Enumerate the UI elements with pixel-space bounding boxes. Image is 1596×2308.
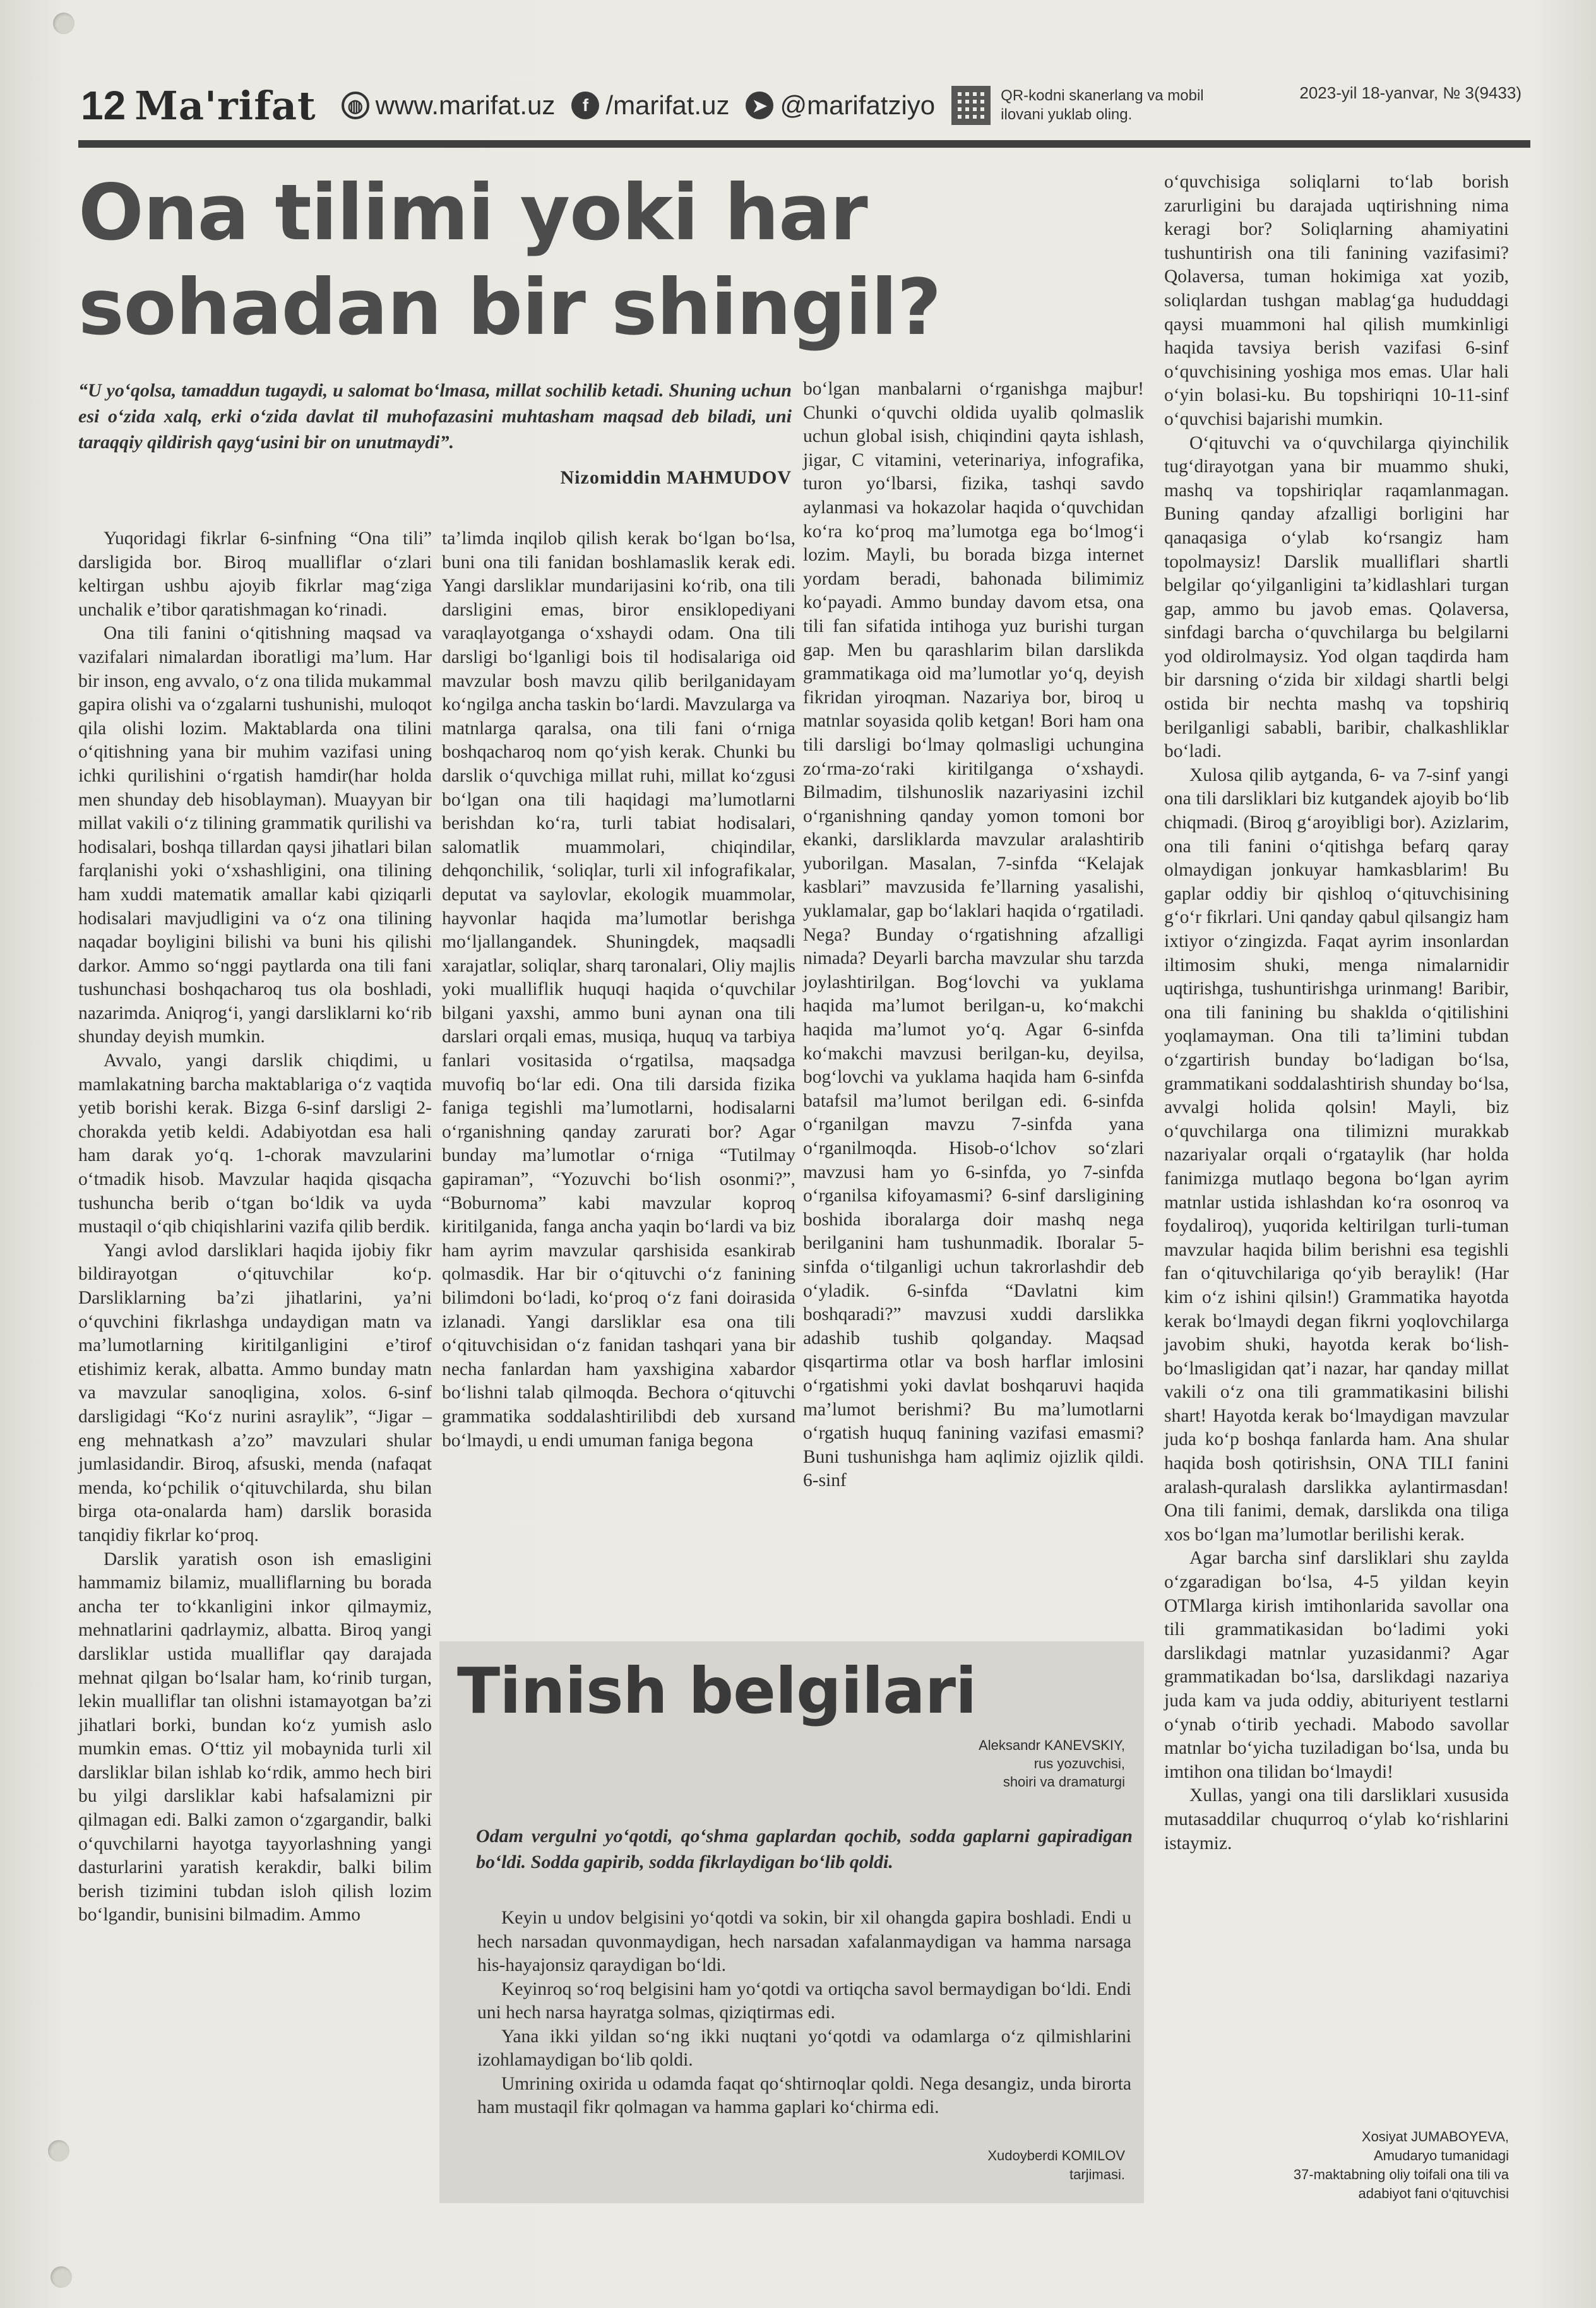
article-column-3 bbox=[803, 378, 1144, 1493]
paragraph: Agar barcha sinf darsliklari shu zaylda o‘zgaradigan bo‘lsa, 4-5 yildan keyin OTMlarga kirish imtihonlarida savollar ona tili grammatikasidan bo‘ladimi yoki darslikdagi matnlar yuzasidanmi? Agar grammatikadan bo‘lsa, darslikdagi nazariya juda kam va juda oddiy, abituriyent testlarni o‘ynab o‘tirib yechadi. Mabodo savollar matnlar bo‘yicha tuziladigan bo‘lsa, unda bu imtihon ona tilidan bo‘lmaydi! bbox=[1164, 1548, 1509, 1782]
paragraph: Yuqoridagi fikrlar 6-sinfning “Ona tili” darsligida bor. Biroq mualliflar o‘zlari keltirgan ushbu ajoyib fikrlar mag‘ziga unchalik e’tibor qaratishmagan ko‘rinadi. bbox=[78, 528, 432, 620]
inset-author-role: rus yozuvchisi, bbox=[1033, 1756, 1125, 1771]
paragraph: O‘qituvchi va o‘quvchilarga qiyinchilik tug‘dirayotgan yana bir muammo shuki, mashq va topshiriqlar raqamlanmagan. Buning qanday afzalligi borligini har qanaqasiga o‘ylab ko‘rsangiz ham topolmaysiz! Darslik mualliflari shartli belgilar qo‘yilganligini ta’kidlashlari turgan gap, ammo bu javob emas. Qolaversa, sinfdagi barcha o‘quvchilarga bu belgilarni yod oldirolmaysiz. Yod olgan taqdirda ham bir darsning o‘zida bir xildagi shartli belgi ostida bir nechta mashq va topshiriq berilganligi sababli, baribir, chalkashliklar bo‘ladi. bbox=[1164, 432, 1509, 762]
globe-icon: ◍ bbox=[342, 92, 369, 119]
facebook-text: /marifat.uz bbox=[605, 90, 730, 120]
telegram-icon: ➤ bbox=[746, 92, 773, 119]
article-column-1 bbox=[78, 527, 432, 1927]
inset-box bbox=[439, 1641, 1144, 2203]
inset-lead: Odam vergulni yo‘qotdi, qo‘shma gaplardan qochib, sodda gaplarni gapiradigan bo‘ldi. Sodda gapirib, sodda fikrlaydigan bo‘lib qoldi. bbox=[476, 1826, 1133, 1872]
telegram-text: @marifatziyo bbox=[780, 90, 936, 120]
epigraph-author: Nizomiddin MAHMUDOV bbox=[560, 467, 792, 488]
facebook-icon: f bbox=[571, 92, 599, 119]
inset-author-name: Aleksandr KANEVSKIY, bbox=[979, 1737, 1125, 1753]
paragraph: Darslik yaratish oson ish emasligini hammamiz bilamiz, mualliflarning bu borada ancha ter to‘kkanligini inkor qilmaymiz, mehnatlarini qadrlaymiz, albatta. Biroq yangi darsliklar ustida mualliflar qay darajada mehnat qilgan bo‘lsalar ham, ko‘rinib turgan, lekin mualliflar tan olishni istamayotgan ba’zi jihatlari borki, bundan ko‘z yumish aslo mumkin emas. O‘ttiz yil mobaynida turli xil darsliklar bilan ishlab ko‘rdik, ammo hech biri bu yilgi darsliklar kabi hafsalamizni pir qilmagan edi. Balki zamon o‘zgargandir, balki o‘quvchilarni hayotga tayyorlashning yangi dasturlarini yaratish kerakdir, balki bilim berish tizimini tubdan isloh qilish lozim bo‘lgandir, bunisini bilmadim. Ammo bbox=[78, 1549, 432, 1925]
paragraph: Xulosa qilib aytganda, 6- va 7-sinf yangi ona tili darsliklari biz kutgandek ajoyib bo‘lib chiqmadi. (Biroq g‘aroyibligi bor). Azizlarim, ona tili fanini o‘qitishga befarq qaray olmaydigan jonkuyar hamkasblarim! Bu gaplar oddiy bir qishloq o‘qituvchisining g‘o‘r fikrlari. Uni qanday qabul qilsangiz ham ixtiyor o‘zingizda. Faqat ayrim insonlardan iltimosim shuki, menga nimalarnidir uqtirishga, tushuntirishga urinmang! Baribir, ona tili fanining bu shaklda o‘qitilishini yoqlamayman. Ona tili ta’limini tubdan o‘zgartirish bunday bo‘ladigan bo‘lsa, grammatikani soddalashtirish shunday bo‘lsa, avvalgi holida qolsin! Mayli, biz o‘quvchilarga ona tilimizni murakkab nazariyalar orqali o‘rgataylik (har holda fanimizga mutlaqo begona bo‘lgan ayrim matnlar ustida ishlashdan ko‘ra osonroq va foydaliroq), yuqorida keltirilgan turli-tuman mavzular haqida bilim berishni esa tegishli fan o‘qituvchilariga qo‘yib beraylik! (Har kim o‘z ishini qilsin!) Grammatika hayotda kerak bo‘lmaydi degan fikrni yoqlovchilarga javobim shuki, hayotda kerak bo‘lish-bo‘lmasligidan qat’i nazar, har qanday millat vakili o‘z ona tili grammatikasini bilishi shart! Hayotda kerak bo‘lmaydigan mavzular juda ko‘p boshqa fanlarda ham. Ana shular haqida bosh qotirishsin, ONA TILI fanini aralash-quralash darslikka aylantirmasdan! Ona tili fanimi, demak, darslikda ona tiliga xos bo‘lgan ma’lumotlar berilishi kerak. bbox=[1164, 764, 1509, 1545]
paragraph: Keyinroq so‘roq belgisini ham yo‘qotdi va ortiqcha savol bermaydigan bo‘ldi. Endi uni hech narsa hayratga solmas, qiziqtirmas edi. bbox=[477, 1978, 1131, 2023]
website-link[interactable] bbox=[342, 90, 556, 121]
paragraph: o‘quvchisiga soliqlarni to‘lab borish zarurligini bu darajada uqtirishning nima keragi bor? Soliqlarning ahamiyatini tushuntirish ona tili fanining vazifasimi? Qolaversa, tuman hokimiga xat yozib, soliqlardan tushgan mablag‘ga hududdagi qaysi muammoni hal qilish mumkinligi haqida tavsiya berish vazifasi 6-sinf o‘quvchisining yoshiga mos emas. Ular hali o‘yin bolasi-ku. Bu topshiriqni 10-11-sinf o‘quvchisi bajarishi mumkin. bbox=[1164, 172, 1509, 429]
inset-title: Tinish belgilari bbox=[457, 1654, 977, 1728]
paragraph: bo‘lgan manbalarni o‘rganishga majbur! Chunki o‘quvchi oldida uyalib qolmaslik uchun global isish, chiqindini qayta ishlash, jigar, C vitamini, veterinariya, infografika, turon yo‘lbarsi, fizika, tashqi savdo aylanmasi va hokazolar haqida o‘quvchidan ko‘ra ko‘proq ma’lumotga ega bo‘lmog‘i lozim. Mayli, bu borada bizga internet yordam beradi, bahonada bilimimiz ko‘payadi. Ammo bunday davom etsa, ona tili fan sifatida intihoga yuz burishi turgan gap. Men bu qarashlarim bilan darslikda grammatikaga oid ma’lumotlar yo‘q, deyish fikridan yiroqman. Nazariya bor, biroq u matnlar soyasida qolib ketgan! Bori ham ona tili darsligi bo‘lmay qolmasligi uchungina zo‘rma-zo‘raki kiritilganga o‘xshaydi. Bilmadim, tilshunoslik nazariyasini izchil o‘rganishning qanday yomon tomoni bor ekanki, darsliklarda mavzular aralashtirib yuborilgan. Masalan, 7-sinfda “Kelajak kasblari” mavzusida fe’llarning yasalishi, yuklamalar, gap bo‘laklari haqida o‘rgatiladi. Nega? Bunday o‘rgatishning afzalligi nimada? Deyarli barcha mavzular shu tarzda joylashtirilgan. Bog‘lovchi va yuklama haqida ma’lumot berilgan-u, ko‘makchi haqida ma’lumot yo‘q. Agar 6-sinfda ko‘makchi mavzusi berilgan-ku, deyilsa, bog‘lovchi va yuklama haqida ham 6-sinfda batafsil ma’lumot berilgan edi. 6-sinfda o‘rganilgan mavzu 7-sinfda yana o‘rganilmoqda. Hisob-o‘lchov so‘zlari mavzusi ham yo 6-sinfda, yo 7-sinfda o‘rganilsa kifoyamasmi? 6-sinf darsligining boshida iboralarga doir mashq nega berilganini ham tushunmadik. Iboralar 5-sinfda o‘tilganligi uchun takrorlashdir deb o‘yladik. 6-sinfda “Davlatni kim boshqaradi?” mavzusi xuddi darslikka adashib tushib qolganday. Maqsad qisqartirma otlar va bosh harflar imlosini o‘rgatishmi yoki davlat boshqaruvi haqida ma’lumot berishmi? Bu ma’lumotlarni o‘rgatish huquq fanining vazifasi emasmi? Buni tushunishga ham aqlimiz ojizlik qildi. 6-sinf bbox=[803, 379, 1144, 1491]
inset-author-role: shoiri va dramaturgi bbox=[1003, 1774, 1125, 1790]
paragraph: Yangi avlod darsliklari haqida ijobiy fikr bildirayotgan o‘qituvchilar ko‘p. Darsliklarning ba’zi jihatlarini, ya’ni o‘quvchini fikrlashga undaydigan matn va ma’lumotlarning kiritilganligini e’tirof etishimiz kerak, albatta. Ammo bunday matn va mavzular sanoqligina, xolos. 6-sinf darsligidagi “Ko‘z nurini asraylik”, “Jigar – eng mehnatkash a’zo” mavzulari shular jumlasidandir. Biroq, afsuski, menda (nafaqat menda, ko‘pchilik o‘qituvchilarda, shu bilan birga ota-onalarda ham) darslik borasida tanqidiy fikrlar ko‘proq. bbox=[78, 1240, 432, 1545]
masthead bbox=[81, 77, 1527, 134]
facebook-link[interactable] bbox=[571, 90, 729, 121]
issue-date: 2023-yil 18-yanvar, № 3(9433) bbox=[1299, 83, 1522, 102]
byline-name: Xosiyat JUMABOYEVA, bbox=[1361, 2129, 1509, 2144]
byline-line: adabiyot fani o‘qituvchisi bbox=[1358, 2186, 1509, 2201]
qr-code-icon[interactable] bbox=[951, 86, 991, 125]
header-rule bbox=[78, 140, 1530, 148]
paragraph: Umrining oxirida u odamda faqat qo‘shtirnoqlar qoldi. Nega desangiz, unda birorta ham mustaqil fikr qolmagan va hamma gaplari ko‘chirma edi. bbox=[477, 2073, 1131, 2117]
article-byline bbox=[1189, 2127, 1509, 2203]
inset-author bbox=[872, 1736, 1125, 1791]
binding-hole bbox=[51, 2266, 72, 2288]
telegram-link[interactable] bbox=[746, 90, 935, 121]
translator-note: tarjimasi. bbox=[1069, 2167, 1125, 2182]
paragraph: Keyin u undov belgisini yo‘qotdi va sokin, bir xil ohangda gapira boshladi. Endi u hech narsadan quvonmaydigan, hech narsadan xafalanmaydigan va hamma narsaga his-hayajonsiz qaraydigan bo‘ldi. bbox=[477, 1908, 1131, 1975]
paragraph: Xullas, yangi ona tili darsliklari xususida mutasaddilar chuqurroq o‘ylab ko‘rishlarini istaymiz. bbox=[1164, 1785, 1509, 1853]
binding-hole bbox=[48, 2140, 69, 2162]
article-column-4 bbox=[1164, 170, 1509, 1855]
inset-translator bbox=[872, 2146, 1125, 2184]
paragraph: Avvalo, yangi darslik chiqdimi, u mamlakatning barcha maktablariga o‘z vaqtida yetib borishi kerak. Bizga 6-sinf darsligi 2-chorakda yetib keldi. Adabiyotdan esa hali ham darak yo‘q. 1-chorak mavzularini o‘tmadik hisob. Mavzular haqida qisqacha tushuncha berib o‘tgan bo‘ldik va uyda mustaqil o‘qib chiqishlarini vazifa qilib berdik. bbox=[78, 1050, 432, 1237]
binding-hole bbox=[53, 13, 74, 34]
website-text: www.marifat.uz bbox=[375, 90, 556, 120]
paragraph: ta’limda inqilob qilish kerak bo‘lgan bo‘lsa, buni ona tili fanidan boshlamaslik kerak edi. Yangi darsliklar mundarijasini ko‘rib, ona tili darsligini emas, biror ensiklopediyani varaqlayotganga o‘xshaydi odam. Ona tili darsligi bo‘lganligi bois til hodisalariga oid mavzular bosh mavzu qilib berilganidayam ko‘ngilga ancha taskin bo‘lardi. Mavzularga va matnlarga qaralsa, ona tili fani o‘rniga boshqacharoq nom qo‘yish kerak. Chunki bu darslik o‘quvchiga millat ruhi, millat ko‘zgusi bo‘lgan ona tili haqidagi ma’lumotlarni berishdan ko‘ra, turli tabiat hodisalari, salomatlik muammolari, chiqindilar, dehqonchilik, ‘soliqlar, turli xil infografikalar, deputat va saylovlar, ekologik muammolar, hayvonlar haqida ma’lumotlar berishga mo‘ljallangandek. Shuningdek, maqsadli xarajatlar, soliqlar, sharq taronalari, Oliy majlis yoki mualliflik huquqi haqida o‘quvchilar bilgani yaxshi, ammo buni aynan ona tili darslari orqali emas, musiqa, huquq va tarbiya fanlari vositasida o‘rgatilsa, maqsadga muvofiq bo‘lar edi. Ona tili darsida fizika faniga tegishli ma’lumotlarni, hodisalarni o‘rganishning qanday zarurati bor? Agar bunday ma’lumotlar o‘rniga “Tutilmay gapiraman”, “Yozuvchi bo‘lish osonmi?”, “Boburnoma” kabi mavzular koproq kiritilganida, fanga ancha yaqin bo‘lardi va biz ham ayrim mavzular qarshisida esankirab qolmasdik. Har bir o‘qituvchi o‘z fanining bilimdoni bo‘ladi, ko‘proq o‘z fani doirasida izlanadi. Yangi darsliklar esa ona tili o‘qituvchisidan o‘z fanidan tashqari yana bir necha fanlardan ham yaxshigina xabardor bo‘lishni talab qilmoqda. Bechora o‘qituvchi grammatika soddalashtirilibdi deb xursand bo‘lmaydi, u endi umuman faniga begona bbox=[442, 528, 795, 1451]
epigraph: “U yo‘qolsa, tamaddun tugaydi, u salomat bo‘lmasa, millat sochilib ketadi. Shuning uchun esi o‘zida xalq, erki o‘zida davlat til muhofazasini muhtasham maqsad deb biladi, uni taraqqiy qildirish qayg‘usini bir on unutmaydi”. bbox=[78, 380, 792, 453]
article-column-2 bbox=[442, 527, 795, 1453]
paragraph: Yana ikki yildan so‘ng ikki nuqtani yo‘qotdi va odamlarga o‘z qilmishlarini izohlamaydigan bo‘lib qoldi. bbox=[477, 2026, 1131, 2070]
byline-line: 37-maktabning oliy toifali ona tili va bbox=[1293, 2167, 1509, 2182]
qr-caption: QR-kodni skanerlang va mobil ilovani yuklab oling. bbox=[1001, 87, 1204, 123]
article-headline: Ona tilimi yoki har sohadan bir shingil? bbox=[78, 168, 941, 352]
brand-logo: Ma'rifat bbox=[134, 82, 316, 129]
page-number: 12 bbox=[81, 83, 126, 128]
inset-body bbox=[477, 1906, 1131, 2120]
translator-name: Xudoyberdi KOMILOV bbox=[987, 2148, 1125, 2163]
byline-line: Amudaryo tumanidagi bbox=[1373, 2148, 1509, 2163]
paragraph: Ona tili fanini o‘qitishning maqsad va vazifalari nimalardan iboratligi ma’lum. Har bir inson, eng avvalo, o‘z ona tilida mukammal gapira olishi va o‘zgalarni tushunishi, muloqot qila olishi lozim. Maktablarda ona tilini o‘qitishning yana bir muhim vazifasi uning ichki qurilishini o‘rgatish hamdir(har holda men shunday deb hisoblayman). Muayyan bir millat vakili o‘z tilining grammatik qurilishi va hodisalari, boshqa tillardan qaysi jihatlari bilan farqlanishi yoki o‘xshashligini, ona tilining ham xuddi matematik amallar kabi qiziqarli hodisalari mavjudligini va o‘z ona tilining naqadar boyligini bilishi va buni his qilishi darkor. Ammo so‘nggi paytlarda ona tili fani tushunchasi boshqacharoq tus ola boshladi, nazarimda. Aniqrog‘i, yangi darsliklarni ko‘rib shunday deyish mumkin. bbox=[78, 623, 432, 1047]
